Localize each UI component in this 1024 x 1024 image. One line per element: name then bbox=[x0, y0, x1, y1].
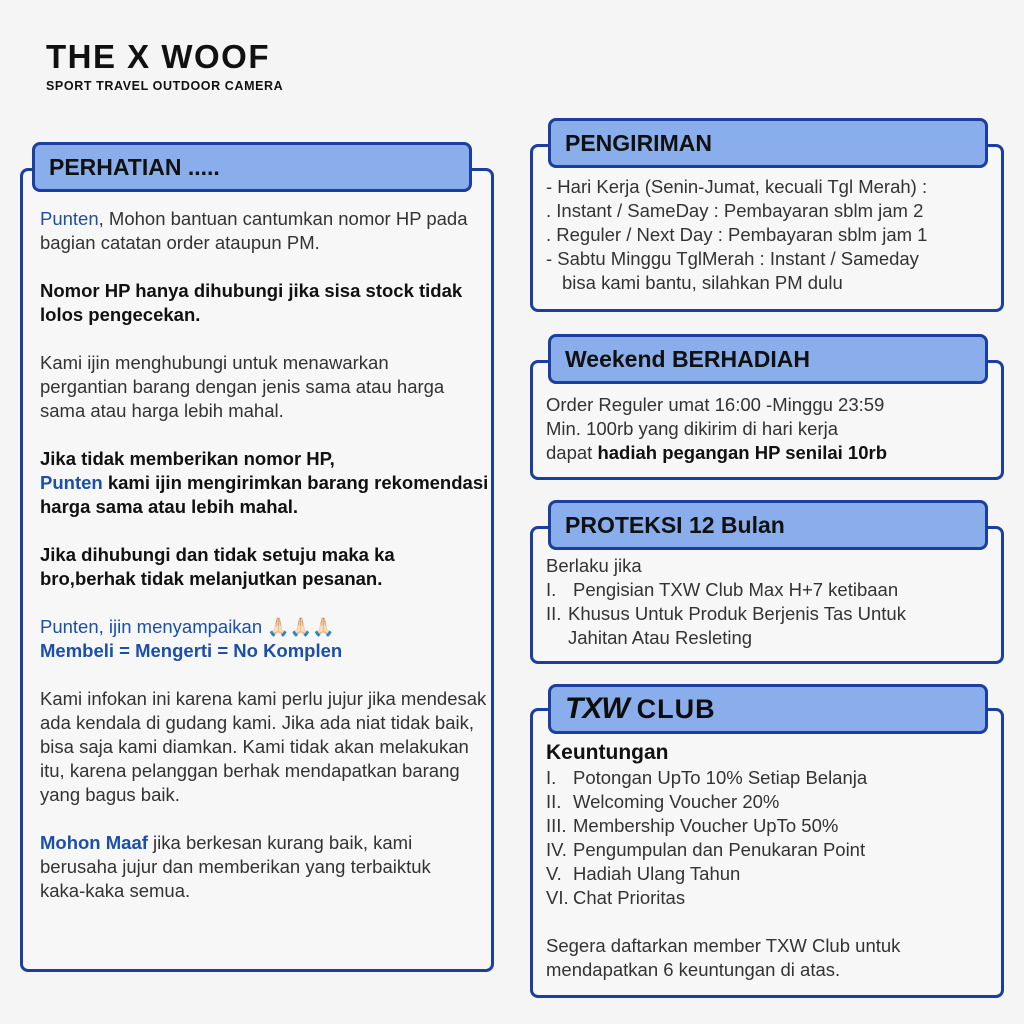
punten-label: Punten bbox=[40, 472, 103, 493]
weekend-line: Order Reguler umat 16:00 -Minggu 23:59 bbox=[546, 394, 885, 415]
list-number: VI. bbox=[546, 887, 569, 908]
paragraph-apology bbox=[40, 831, 455, 903]
proteksi-title: PROTEKSI 12 Bulan bbox=[548, 500, 988, 550]
paragraph-notice bbox=[40, 615, 490, 663]
list-item bbox=[546, 602, 906, 626]
list-text: Khusus Untuk Produk Berjenis Tas Untuk bbox=[568, 603, 906, 624]
list-text-continuation: Jahitan Atau Resleting bbox=[568, 627, 753, 648]
brand-header bbox=[46, 38, 283, 93]
list-item bbox=[546, 578, 906, 602]
list-item bbox=[546, 766, 991, 790]
pengiriman-content bbox=[546, 175, 1002, 295]
paragraph-text: , Mohon bantuan cantumkan nomor HP pada bagian catatan order ataupun PM. bbox=[40, 208, 468, 253]
txw-logo-icon: TXW bbox=[565, 692, 629, 725]
paragraph-disagree: Jika dihubungi dan tidak setuju maka ka bro,berhak tidak melanjutkan pesanan. bbox=[40, 544, 395, 589]
list-number: III. bbox=[546, 815, 567, 836]
club-label: CLUB bbox=[636, 693, 716, 724]
list-item bbox=[546, 814, 991, 838]
shipping-line: bisa kami bantu, silahkan PM dulu bbox=[562, 272, 843, 293]
club-footer: Segera daftarkan member TXW Club untuk mendapatkan 6 keuntungan di atas. bbox=[546, 935, 901, 980]
shipping-line: . Instant / SameDay : Pembayaran sblm jam 2 bbox=[546, 200, 924, 221]
paragraph-text: jika berkesan kurang baik, kami berusaha jujur dan memberikan yang terbaiktuk kaka-kaka semua. bbox=[40, 832, 431, 901]
punten-label: Punten bbox=[40, 208, 99, 229]
weekend-content bbox=[546, 393, 887, 465]
list-number: II. bbox=[546, 603, 562, 624]
weekend-line bbox=[546, 441, 887, 465]
list-item bbox=[546, 790, 991, 814]
shipping-line: . Reguler / Next Day : Pembayaran sblm jam 1 bbox=[546, 224, 928, 245]
perhatian-content bbox=[40, 207, 490, 903]
list-text: Chat Prioritas bbox=[573, 887, 686, 908]
club-content bbox=[546, 740, 991, 982]
paragraph-line: Jika tidak memberikan nomor HP, bbox=[40, 448, 335, 469]
list-number: I. bbox=[546, 767, 557, 788]
list-item bbox=[546, 862, 991, 886]
list-text: Membership Voucher UpTo 50% bbox=[573, 815, 839, 836]
paragraph-contact-condition: Nomor HP hanya dihubungi jika sisa stock tidak lolos pengecekan. bbox=[40, 280, 463, 325]
list-item bbox=[546, 838, 991, 862]
weekend-title: Weekend BERHADIAH bbox=[548, 334, 988, 384]
shipping-line: - Sabtu Minggu TglMerah : Instant / Sameday bbox=[546, 248, 919, 269]
benefits-heading: Keuntungan bbox=[546, 741, 669, 764]
weekend-text: dapat bbox=[546, 442, 598, 463]
txw-club-logo bbox=[565, 692, 716, 726]
paragraph-no-phone bbox=[40, 447, 490, 519]
list-number: I. bbox=[546, 579, 557, 600]
pengiriman-title: PENGIRIMAN bbox=[548, 118, 988, 168]
list-number: II. bbox=[546, 791, 562, 812]
paragraph-text: kami ijin mengirimkan barang rekomendasi harga sama atau lebih mahal. bbox=[40, 472, 489, 517]
brand-title: THE X WOOF bbox=[46, 38, 270, 75]
list-text: Hadiah Ulang Tahun bbox=[573, 863, 741, 884]
weekend-prize: hadiah pegangan HP senilai 10rb bbox=[597, 442, 888, 463]
list-text: Potongan UpTo 10% Setiap Belanja bbox=[573, 767, 868, 788]
paragraph-offer: Kami ijin menghubungi untuk menawarkan pergantian barang dengan jenis sama atau harga sama atau harga lebih mahal. bbox=[40, 352, 445, 421]
list-text: Welcoming Voucher 20% bbox=[573, 791, 780, 812]
list-item bbox=[546, 886, 991, 910]
brand-subtitle: SPORT TRAVEL OUTDOOR CAMERA bbox=[46, 79, 284, 93]
punten-label: Punten bbox=[40, 616, 99, 637]
slogan: Membeli = Mengerti = No Komplen bbox=[40, 640, 343, 661]
list-number: IV. bbox=[546, 839, 567, 860]
paragraph-contact-request bbox=[40, 207, 485, 255]
paragraph-text: , ijin menyampaikan bbox=[98, 616, 263, 637]
list-text: Pengisian TXW Club Max H+7 ketibaan bbox=[573, 579, 899, 600]
club-logo bbox=[548, 684, 988, 734]
proteksi-intro: Berlaku jika bbox=[546, 555, 642, 576]
list-number: V. bbox=[546, 863, 562, 884]
proteksi-content bbox=[546, 554, 906, 650]
paragraph-honesty: Kami infokan ini karena kami perlu jujur jika mendesak ada kendala di gudang kami. Jika ada niat tidak baik, bisa saja kami diamkan. Kami tidak akan melakukan itu, karena pelanggan berhak mendapatkan barang yang bagus baik. bbox=[40, 688, 487, 805]
apology-label: Mohon Maaf bbox=[40, 832, 148, 853]
shipping-line: - Hari Kerja (Senin-Jumat, kecuali Tgl Merah) : bbox=[546, 176, 928, 197]
weekend-line: Min. 100rb yang dikirim di hari kerja bbox=[546, 418, 839, 439]
perhatian-title: PERHATIAN ..... bbox=[32, 142, 472, 192]
list-text: Pengumpulan dan Penukaran Point bbox=[573, 839, 866, 860]
pray-hands-icon: 🙏🏻🙏🏻🙏🏻 bbox=[267, 617, 335, 637]
